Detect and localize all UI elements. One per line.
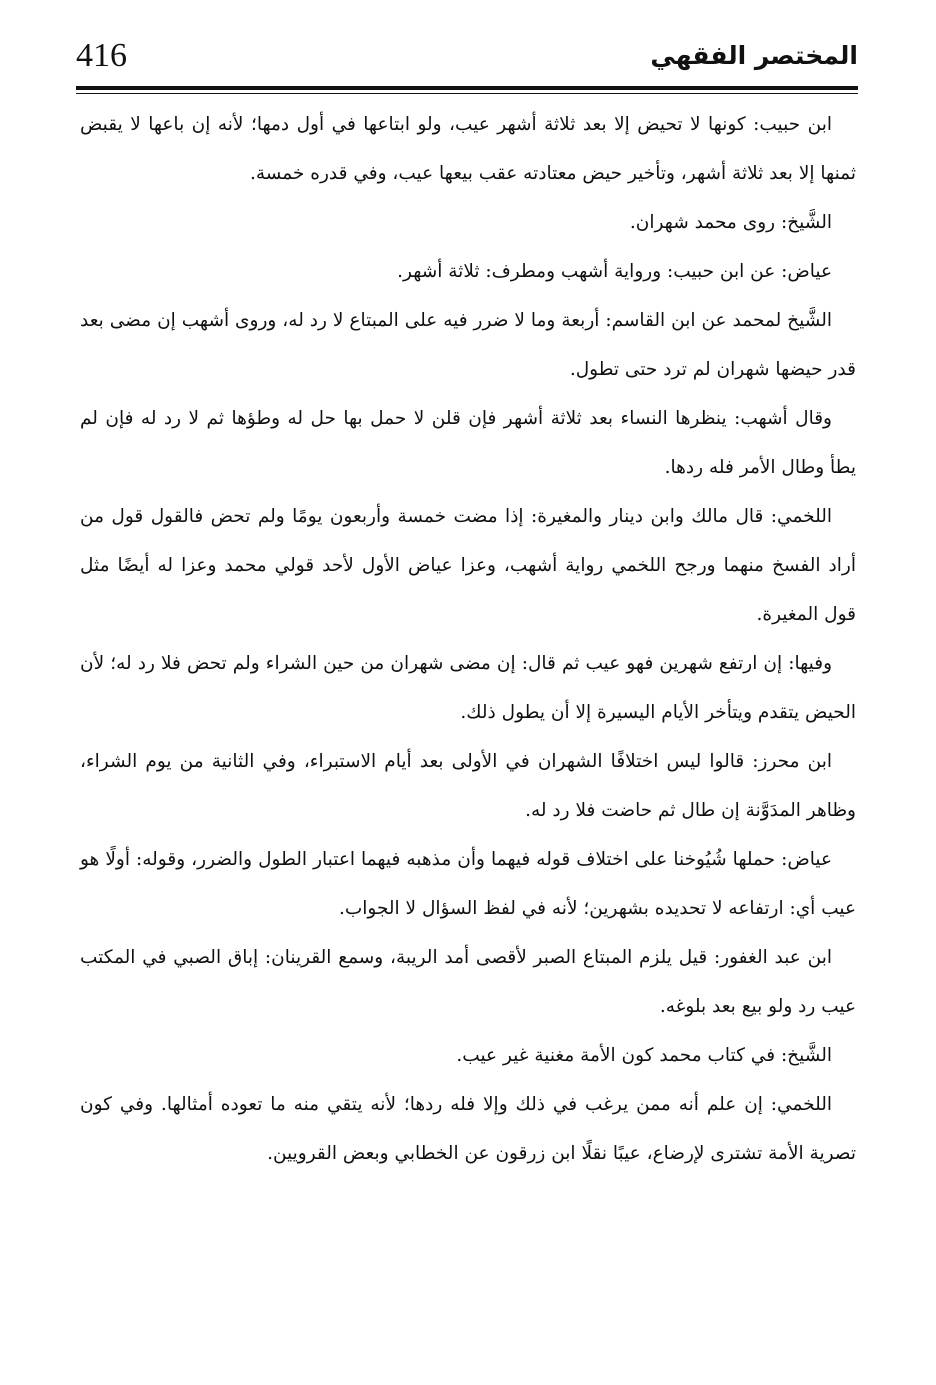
paragraph-fiha: وفيها: إن ارتفع شهرين فهو عيب ثم قال: إن مضى شهران من حين الشراء ولم تحض فلا رد له؛ لأن الحيض يتقدم ويتأخر الأيام اليسيرة إلا أن يطول ذلك.: [80, 653, 856, 723]
body-text: [80, 100, 856, 1178]
paragraph-iyad-ibn-habib: عياض: عن ابن حبيب: ورواية أشهب ومطرف: ثلاثة أشهر.: [397, 261, 832, 282]
page-number: 416: [76, 37, 127, 74]
paragraph-shaykh-kitab-muhammad: الشَّيخ: في كتاب محمد كون الأمة مغنية غير عيب.: [456, 1045, 832, 1066]
paragraph-ibn-habib: ابن حبيب: كونها لا تحيض إلا بعد ثلاثة أشهر عيب، ولو ابتاعها في أول دمها؛ لأنه إن باعها لا يقبض ثمنها إلا بعد ثلاثة أشهر، وتأخير حيض معتادته عقب بيعها عيب، وفي قدره خمسة.: [80, 114, 856, 184]
paragraph-ibn-abd-al-ghafur: ابن عبد الغفور: قيل يلزم المبتاع الصبر لأقصى أمد الريبة، وسمع القرينان: إباق الصبي في المكتب عيب رد ولو بيع بعد بلوغه.: [80, 947, 856, 1017]
header-rule-thick: [76, 86, 858, 90]
paragraph-lakhmi-malik: اللخمي: قال مالك وابن دينار والمغيرة: إذا مضت خمسة وأربعون يومًا ولم تحض فالقول قول من أراد الفسخ منهما ورجح اللخمي رواية أشهب، وعزا عياض الأول لأحد قولي محمد وعزا له أيضًا مثل قول المغيرة.: [80, 506, 856, 625]
paragraph-iyad-shuyukh: عياض: حملها شُيُوخنا على اختلاف قوله فيهما وأن مذهبه فيهما اعتبار الطول والضرر، وقوله: أولًا هو عيب أي: ارتفاعه لا تحديده بشهرين؛ لأنه في لفظ السؤال لا الجواب.: [80, 849, 856, 919]
paragraph-lakhmi-tasriya: اللخمي: إن علم أنه ممن يرغب في ذلك وإلا فله ردها؛ لأنه يتقي منه ما تعوده أمثالها. وفي كون تصرية الأمة تشترى لإرضاع، عيبًا نقلًا ابن زرقون عن الخطابي وبعض القرويين.: [80, 1094, 856, 1164]
paragraph-ashhab: وقال أشهب: ينظرها النساء بعد ثلاثة أشهر فإن قلن لا حمل بها حل له وطؤها ثم لا رد له فإن لم يطأ وطال الأمر فله ردها.: [80, 408, 856, 478]
running-title: المختصر الفقهي: [650, 41, 858, 70]
header-rule-thin: [76, 93, 858, 94]
paragraph-ibn-muhriz: ابن محرز: قالوا ليس اختلافًا الشهران في الأولى بعد أيام الاستبراء، وفي الثانية من يوم الشراء، وظاهر المدَوَّنة إن طال ثم حاضت فلا رد له.: [80, 751, 856, 821]
paragraph-shaykh-ibn-qasim: الشَّيخ لمحمد عن ابن القاسم: أربعة وما لا ضرر فيه على المبتاع لا رد له، وروى أشهب إن مضى بعد قدر حيضها شهران لم ترد حتى تطول.: [80, 310, 856, 380]
paragraph-shaykh-muhammad: الشَّيخ: روى محمد شهران.: [629, 212, 832, 233]
page-header: [76, 34, 858, 86]
